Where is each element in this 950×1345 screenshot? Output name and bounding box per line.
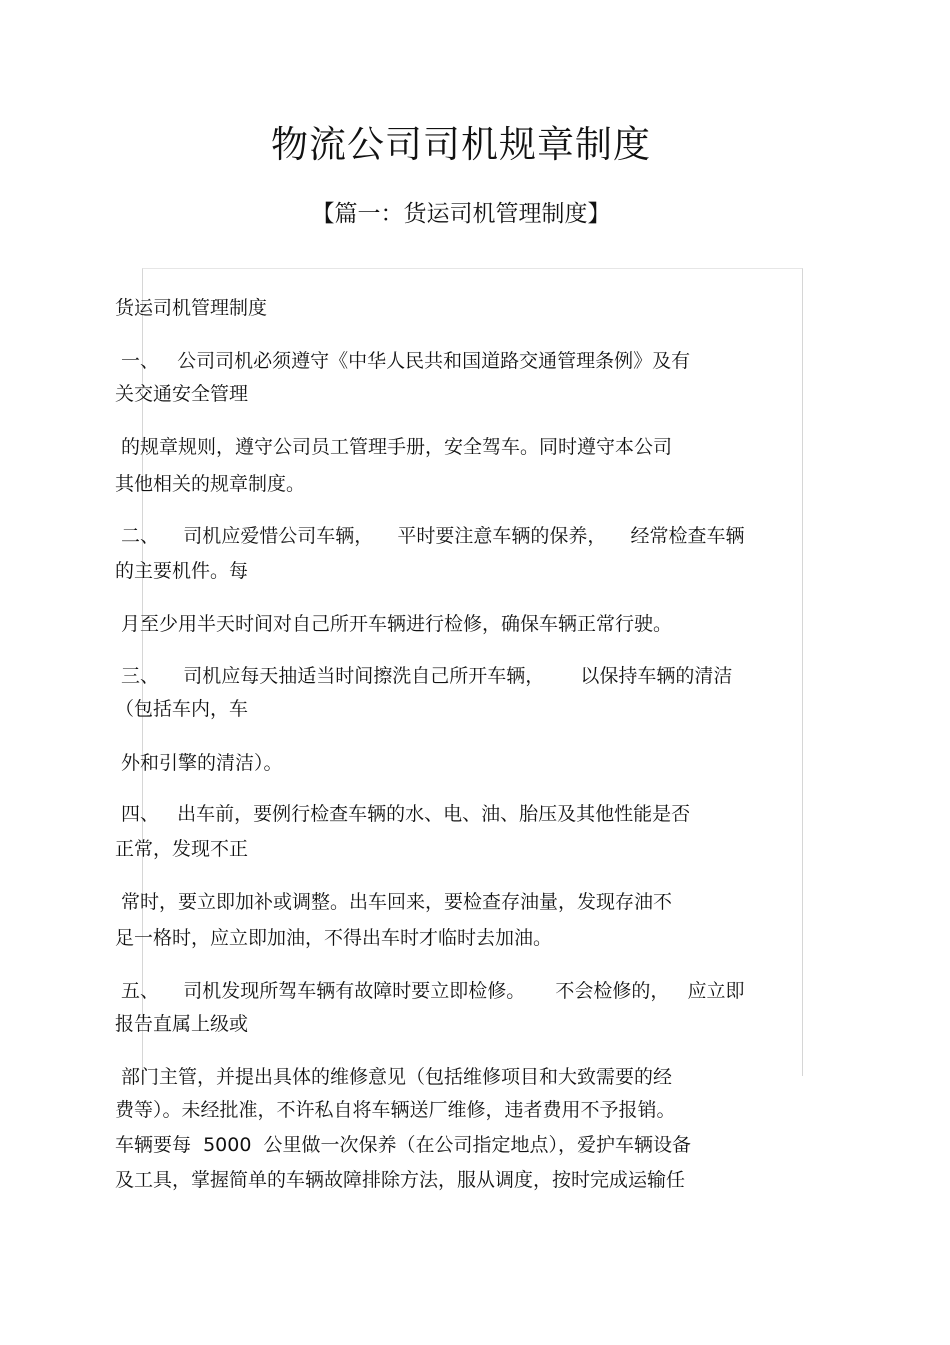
body-line: 常时，要立即加补或调整。出车回来，要检查存油量，发现存油不 <box>115 891 673 913</box>
body-line: 外和引擎的清洁）。 <box>115 752 283 774</box>
document-subtitle: 【篇一：货运司机管理制度】 <box>311 201 611 227</box>
body-line: 月至少用半天时间对自己所开车辆进行检修，确保车辆正常行驶。 <box>115 613 673 635</box>
body-line: 的规章规则，遵守公司员工管理手册，安全驾车。同时遵守本公司 <box>115 436 673 458</box>
document-title: 物流公司司机规章制度 <box>271 123 651 166</box>
body-line: 及工具，掌握简单的车辆故障排除方法，服从调度，按时完成运输任 <box>115 1169 686 1191</box>
body-line: 的主要机件。每 <box>115 560 249 582</box>
body-line: 报告直属上级或 <box>115 1013 249 1035</box>
body-line: 一、 公司司机必须遵守《中华人民共和国道路交通管理条例》及有 <box>115 350 691 372</box>
body-line: 五、 司机发现所驾车辆有故障时要立即检修。 不会检修的， 应立即 <box>115 980 745 1002</box>
body-line: 四、 出车前，要例行检查车辆的水、电、油、胎压及其他性能是否 <box>115 803 691 825</box>
body-line: 三、 司机应每天抽适当时间擦洗自己所开车辆， 以保持车辆的清洁 <box>115 665 733 687</box>
body-line: 二、 司机应爱惜公司车辆， 平时要注意车辆的保养， 经常检查车辆 <box>115 525 745 547</box>
body-line: 正常，发现不正 <box>115 838 249 860</box>
body-line: 部门主管，并提出具体的维修意见（包括维修项目和大致需要的经 <box>115 1066 673 1088</box>
body-line: 其他相关的规章制度。 <box>115 473 306 495</box>
body-line: 费等）。未经批准，不许私自将车辆送厂维修，违者费用不予报销。 <box>115 1099 676 1121</box>
body-line: 货运司机管理制度 <box>115 297 268 319</box>
body-line: 关交通安全管理 <box>115 383 249 405</box>
body-line: 足一格时，应立即加油，不得出车时才临时去加油。 <box>115 927 553 949</box>
body-line: （包括车内，车 <box>115 698 249 720</box>
body-line: 车辆要每 5000 公里做一次保养（在公司指定地点），爱护车辆设备 <box>115 1134 692 1156</box>
